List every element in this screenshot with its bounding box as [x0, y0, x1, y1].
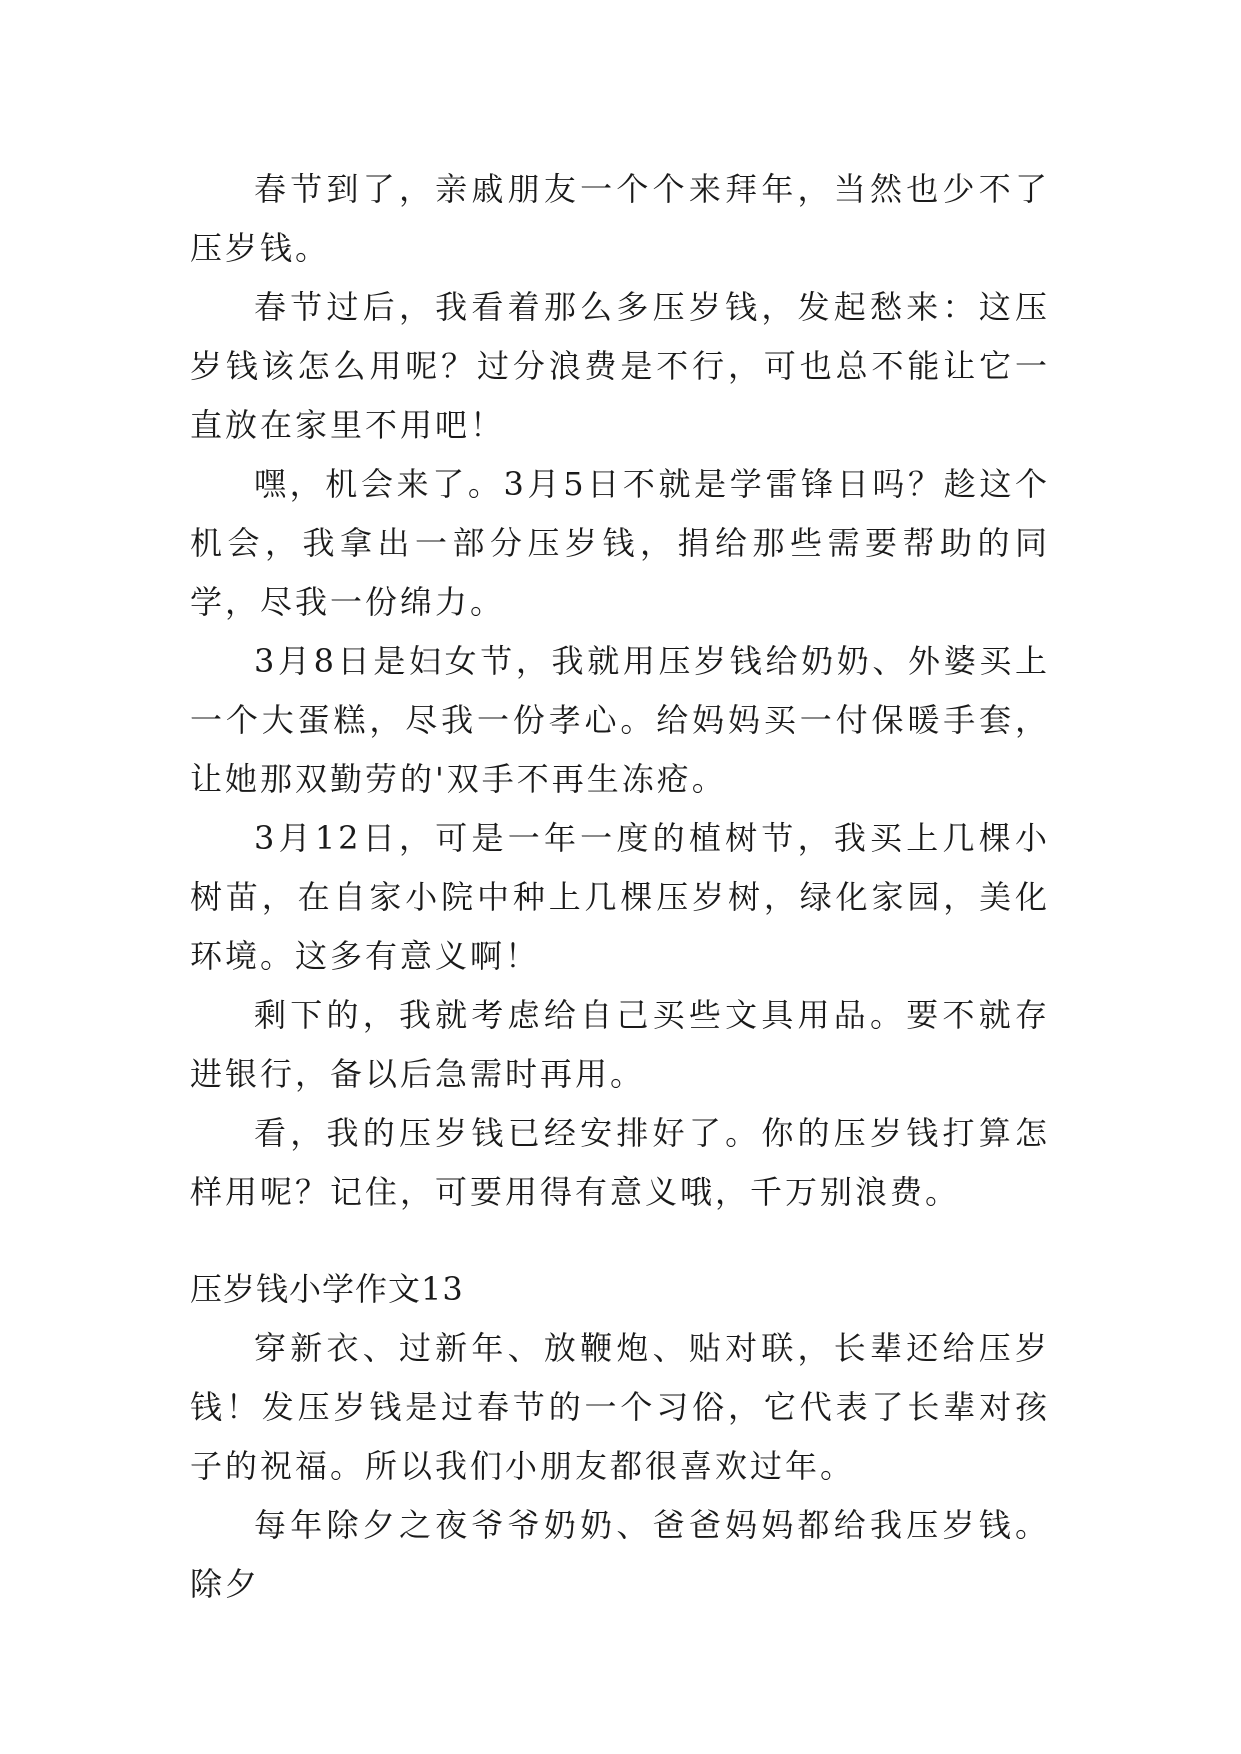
- paragraph-5: 3月12日，可是一年一度的植树节，我买上几棵小树苗，在自家小院中种上几棵压岁树，绿化家园，美化环境。这多有意义啊！: [190, 819, 1050, 975]
- section-title: 压岁钱小学作文13: [190, 1270, 464, 1308]
- paragraph-6: 剩下的，我就考虑给自己买些文具用品。要不就存进银行，备以后急需时再用。: [190, 996, 1050, 1093]
- document-body: [190, 160, 1050, 1614]
- paragraph-8: 穿新衣、过新年、放鞭炮、贴对联，长辈还给压岁钱！发压岁钱是过春节的一个习俗，它代表了长辈对孩子的祝福。所以我们小朋友都很喜欢过年。: [190, 1329, 1050, 1485]
- paragraph-1: 春节到了，亲戚朋友一个个来拜年，当然也少不了压岁钱。: [190, 170, 1050, 267]
- paragraph-7: 看，我的压岁钱已经安排好了。你的压岁钱打算怎样用呢？记住，可要用得有意义哦，千万别浪费。: [190, 1114, 1050, 1211]
- paragraph-3: 嘿，机会来了。3月5日不就是学雷锋日吗？趁这个机会，我拿出一部分压岁钱，捐给那些需要帮助的同学，尽我一份绵力。: [190, 465, 1050, 621]
- paragraph-9: 每年除夕之夜爷爷奶奶、爸爸妈妈都给我压岁钱。除夕: [190, 1506, 1050, 1603]
- paragraph-2: 春节过后，我看着那么多压岁钱，发起愁来：这压岁钱该怎么用呢？过分浪费是不行，可也总不能让它一直放在家里不用吧！: [190, 288, 1050, 444]
- paragraph-4: 3月8日是妇女节，我就用压岁钱给奶奶、外婆买上一个大蛋糕，尽我一份孝心。给妈妈买一付保暖手套，让她那双勤劳的'双手不再生冻疮。: [190, 642, 1050, 798]
